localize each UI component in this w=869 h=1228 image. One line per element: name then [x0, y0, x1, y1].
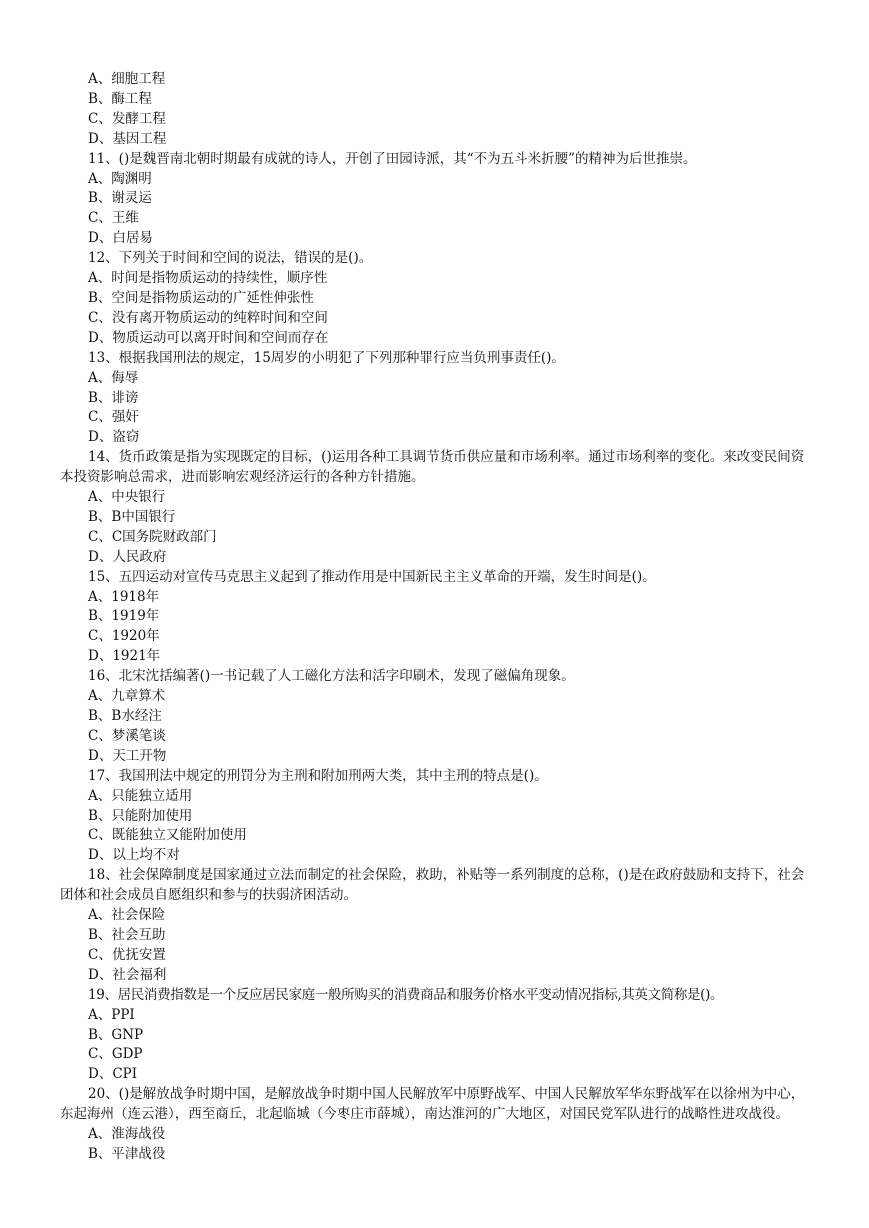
option: A、中央银行 — [88, 489, 166, 506]
option: B、只能附加使用 — [88, 807, 193, 824]
question-stem: 12、下列关于时间和空间的说法，错误的是()。 — [88, 250, 373, 267]
question-16 — [0, 667, 869, 767]
question-stem: 20、()是解放战争时期中国，是解放战争时期中国人民解放军中原野战军、中国人民解放军华东野战军在以徐州为中心，东起海州（连云港），西至商丘，北起临城（今枣庄市薛城），南达淮河的广大地区，对国民党军队进行的战略性进攻战役。 — [60, 1086, 805, 1123]
option: D、1921年 — [88, 648, 161, 665]
option: D、人民政府 — [88, 548, 167, 565]
option: D、物质运动可以离开时间和空间而存在 — [88, 329, 329, 346]
option: A、九章算术 — [88, 688, 166, 705]
question-12 — [0, 249, 869, 349]
question-stem: 19、居民消费指数是一个反应居民家庭一般所购买的消费商品和服务价格水平变动情况指标,其英文简称是()。 — [88, 986, 724, 1003]
question-19 — [0, 986, 869, 1086]
option: D、白居易 — [88, 230, 153, 247]
option: B、B中国银行 — [88, 508, 176, 525]
option: B、空间是指物质运动的广延性伸张性 — [88, 289, 314, 306]
lead-options — [0, 70, 869, 150]
document-page — [0, 70, 869, 1165]
question-15 — [0, 568, 869, 668]
option: C、既能独立又能附加使用 — [88, 827, 247, 844]
option: D、天工开物 — [88, 747, 167, 764]
option: C、GDP — [88, 1046, 143, 1063]
option: C、发酵工程 — [88, 110, 166, 127]
option: A、社会保险 — [88, 907, 166, 924]
option: C、没有离开物质运动的纯粹时间和空间 — [88, 309, 328, 326]
option: B、诽谤 — [88, 389, 139, 406]
option: D、基因工程 — [88, 130, 167, 147]
question-13 — [0, 349, 869, 449]
option: A、只能独立适用 — [88, 787, 193, 804]
option: D、以上均不对 — [88, 847, 180, 864]
option: A、时间是指物质运动的持续性，顺序性 — [88, 270, 328, 287]
option: C、王维 — [88, 210, 139, 227]
option: C、优抚安置 — [88, 946, 166, 963]
option: A、PPI — [88, 1006, 135, 1023]
option: B、酶工程 — [88, 90, 152, 107]
question-17 — [0, 767, 869, 867]
option: A、细胞工程 — [88, 71, 166, 87]
option: C、C国务院财政部门 — [88, 528, 217, 545]
question-stem: 17、我国刑法中规定的刑罚分为主刑和附加刑两大类，其中主刑的特点是()。 — [88, 767, 548, 784]
option: B、平津战役 — [88, 1145, 166, 1162]
option: B、B水经注 — [88, 708, 162, 724]
option: A、淮海战役 — [88, 1126, 166, 1143]
option: B、GNP — [88, 1026, 144, 1043]
option: D、盗窃 — [88, 429, 140, 446]
question-stem: 14、货币政策是指为实现既定的目标，()运用各种工具调节货币供应量和市场利率。通过市场利率的变化。来改变民间资本投资影响总需求，进而影响宏观经济运行的各种方针措施。 — [60, 449, 805, 486]
question-stem: 18、社会保障制度是国家通过立法而制定的社会保险，救助，补贴等一系列制度的总称，()是在政府鼓励和支持下，社会团体和社会成员自愿组织和参与的扶弱济困活动。 — [60, 867, 805, 904]
option: C、强奸 — [88, 409, 139, 426]
question-18 — [0, 866, 869, 985]
question-11 — [0, 150, 869, 250]
question-stem: 11、()是魏晋南北朝时期最有成就的诗人，开创了田园诗派，其“不为五斗米折腰”的精神为后世推崇。 — [88, 150, 697, 167]
question-stem: 13、根据我国刑法的规定，15周岁的小明犯了下列那种罪行应当负刑事责任()。 — [88, 349, 565, 366]
option: B、谢灵运 — [88, 190, 152, 207]
option: B、社会互助 — [88, 926, 166, 943]
option: D、CPI — [88, 1066, 138, 1083]
option: C、梦溪笔谈 — [88, 727, 166, 744]
question-stem: 15、五四运动对宣传马克思主义起到了推动作用是中国新民主主义革命的开端，发生时间是()。 — [88, 568, 656, 585]
option: B、1919年 — [88, 608, 160, 625]
option: C、1920年 — [88, 628, 160, 645]
question-20 — [0, 1085, 869, 1165]
question-stem: 16、北宋沈括编著()一书记载了人工磁化方法和活字印刷术，发现了磁偏角现象。 — [88, 668, 575, 685]
option: A、1918年 — [88, 588, 160, 605]
question-14 — [0, 448, 869, 567]
option: A、侮辱 — [88, 369, 139, 386]
option: D、社会福利 — [88, 966, 167, 983]
option: A、陶渊明 — [88, 170, 152, 187]
